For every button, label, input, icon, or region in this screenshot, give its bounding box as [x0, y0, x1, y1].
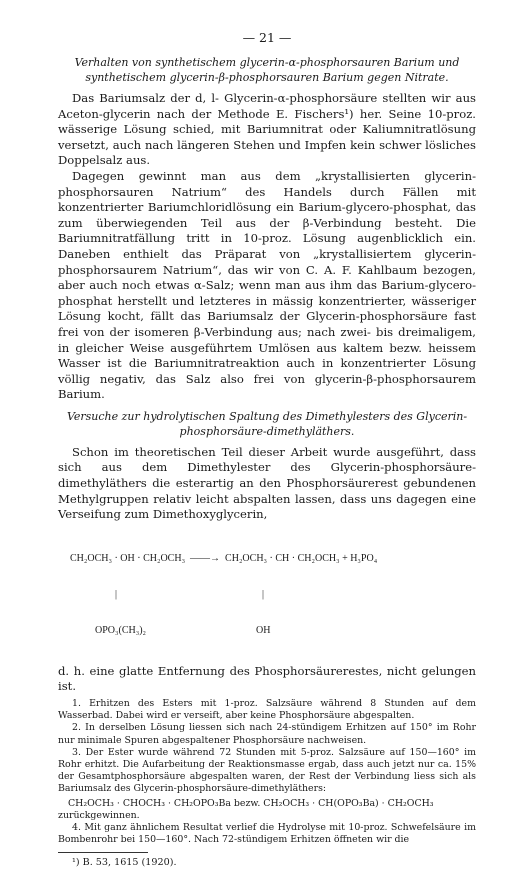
section-heading-nitrates: Verhalten von synthetischem glycerin-α-phosphorsauren Barium und synthetischem glycerin-β-phosphorsauren Barium gegen Nitrate. — [74, 56, 460, 84]
note-1: 1. Erhitzen des Esters mit 1-proz. Salzsäure während 8 Stunden auf dem Wasserbad. Dabei wird er verseift, aber keine Phosphorsäure abgespalten. — [58, 698, 476, 722]
note-formula: CH₂OCH₃ · CHOCH₃ · CH₂OPO₃Ba bezw. CH₂OCH₃ · CH(OPO₃Ba) · CH₂OCH₃ — [68, 797, 434, 809]
paragraph-3: Schon im theoretischen Teil dieser Arbeit wurde ausgeführt, dass sich aus dem Dimethylester des Glycerin-phosphorsäure-dimethyläthers die esterartig an den Phosphorsäurerest gebundenen Methylgruppen relativ leicht abspalten lassen, dass uns dagegen eine Verseifung zum Dimethoxyglycerin, — [58, 444, 476, 522]
formula-line-1: CH₂OCH₃ · OH · CH₂OCH₃ ——→ CH₂OCH₃ · CH · CH₂OCH₃ + H₃PO₄ — [70, 552, 378, 564]
experiment-notes — [58, 698, 476, 846]
note-3: 3. Der Ester wurde während 72 Stunden mit 5-proz. Salzsäure auf 150—160° im Rohr erhitzt. Die Aufarbeitung der Reaktionsmasse ergab, dass auch jetzt nur ca. 15% der Gesamtphosphorsäure abgespalten waren, der Rest der Verbindung liess sich als Bariumsalz des Glycerin-phosphorsäure-dimethyläthers: — [58, 746, 476, 795]
paragraph-4: d. h. eine glatte Entfernung des Phosphorsäurerestes, nicht gelungen ist. — [58, 663, 476, 694]
reaction-formula — [70, 529, 476, 661]
note-2: 2. In derselben Lösung liessen sich nach 24-stündigem Erhitzen auf 150° im Rohr nur minimale Spuren abgespaltener Phosphorsäure nachweisen. — [58, 722, 476, 746]
note-3-continuation: zurückgewinnen. — [58, 809, 140, 821]
document-page — [58, 30, 476, 869]
formula-line-3: OPO₃(CH₃)₂ OH — [70, 624, 271, 636]
note-4: 4. Mit ganz ähnlichem Resultat verlief die Hydrolyse mit 10-proz. Schwefelsäure im Bombenrohr bei 150—160°. Nach 72-stündigem Erhitzen öffneten wir die — [58, 821, 476, 846]
paragraph-2: Dagegen gewinnt man aus dem „krystallisierten glycerin-phosphorsauren Natrium“ des Handels durch Fällen mit konzentrierter Bariumchloridlösung ein Barium-glycero-phosphat, das zum überwiegenden Teil aus der β-Verbindung besteht. Die Bariumnitratfällung tritt in 10-proz. Lösung augenblicklich ein. Daneben enthielt das Präparat von „krystallisiertem glycerin-phosphorsaurem Natrium“, das wir von C. A. F. Kahlbaum bezogen, aber auch noch etwas α-Salz; wenn man aus ihm das Barium-glycero-phosphat herstellt und letzteres in mässig konzentrierter, wässeriger Lösung kocht, fällt das Bariumsalz der Glycerin-phosphorsäure fast frei von der isomeren β-Verbindung aus; nach zwei- bis dreimaligem, in gleicher Weise ausgeführtem Umlösen aus kaltem bezw. heissem Wasser ist die Bariumnitratreaktion auch in konzentrierter Lösung völlig negativ, das Salz also frei von glycerin-β-phosphorsaurem Barium. — [58, 168, 476, 402]
formula-line-2: | | — [70, 588, 265, 600]
footnote: ¹) B. 53, 1615 (1920). — [72, 857, 177, 869]
footnote-divider — [58, 852, 148, 853]
section-heading-hydrolysis: Versuche zur hydrolytischen Spaltung des Dimethylesters des Glycerin-phosphorsäure-dimethyläthers. — [66, 409, 468, 438]
paragraph-1: Das Bariumsalz der d, l- Glycerin-α-phosphorsäure stellten wir aus Aceton-glycerin nach der Methode E. Fischers¹) her. Seine 10-proz. wässerige Lösung schied, mit Bariumnitrat oder Kaliumnitratlösung versetzt, auch nach längeren Stehen und Impfen kein schwer lösliches Doppelsalz aus. — [58, 91, 476, 168]
page-number: — 21 — — [242, 30, 292, 45]
